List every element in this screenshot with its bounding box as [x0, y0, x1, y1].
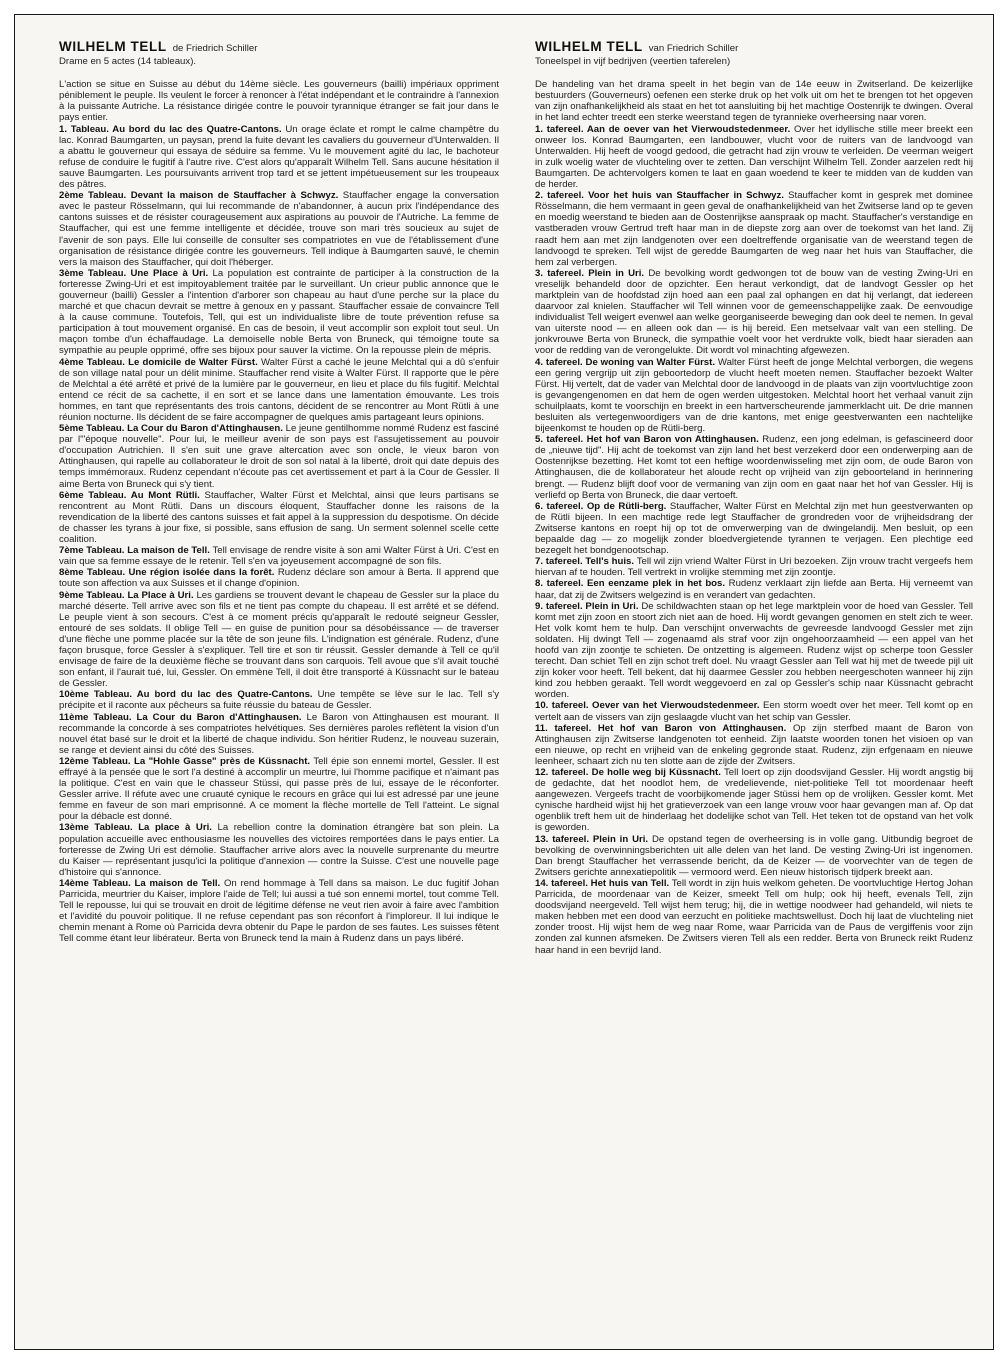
french-section-text: La rebellion contre la domination étrangère bat son plein. La population accueille avec enthousiasme les nouvelles des victoires remportées dans le pays entier. La forteresse de Zwing Uri est démolie. Stauffacher arrive alors avec la nouvelle surprenante du meurtre du Kaiser — représentant jusqu'ici la politique d'annexion — contre la Suisse. C'est une nouvelle page d'histoire qui s'annonce.	[59, 822, 499, 878]
dutch-section	[535, 578, 973, 600]
dutch-section	[535, 268, 973, 357]
dutch-section-heading: 2. tafereel. Voor het huis van Stauffacher in Schwyz.	[535, 190, 784, 202]
french-subtitle: Drame en 5 actes (14 tableaux).	[59, 56, 197, 68]
dutch-intro: De handeling van het drama speelt in het begin van de 14e eeuw in Zwitserland. De keizerlijke bestuurders (Gouverneurs) oefenen een sterke druk op het volk uit om het te brengen tot het opgeven van zijn onafhankelijkheid als staat en het tot aansluiting bij het machtige Oostenrijk te dwingen. Overal in het land echter treedt een sterke weerstand tegen de tyrannieke overheersing naar voren.	[535, 79, 973, 124]
french-section-text: La population est contrainte de participer à la construction de la forteresse Zwing-Uri et est impitoyablement traitée par le surveillant. Un crieur public annonce que le gouverneur (bailli) Gessler a l'intention d'arborer son chapeau au haut d'une perche sur la place du marché et que chacun devrait se mettre à genoux en y passant. Stauffacher essaie de convaincre Tell à la cause commune. Toutefois, Tell, qui est un individualiste libre de toute prévention refuse sa participation à tout mouvement organisé. En cas de besoin, il veut accomplir son exploit tout seul. Un maçon tombe d'un échaffaudage. La demoiselle noble Berta von Bruneck, qui témoigne toute sa sympathie au peuple opprimé, offre ses bijoux pour sauver la victime. On la repousse plein de mépris.	[59, 267, 499, 357]
dutch-section	[535, 767, 973, 834]
french-section-heading: 6ème Tableau. Au Mont Rütli.	[59, 489, 200, 501]
french-section	[59, 878, 499, 945]
dutch-section	[535, 556, 973, 578]
french-section	[59, 756, 499, 823]
french-section-heading: 11ème Tableau. La Cour du Baron d'Attinghausen.	[59, 711, 302, 723]
french-section-text: Un orage éclate et rompt le calme champêtre du lac. Konrad Baumgarten, un paysan, prend la fuite devant les cavaliers du gouverneur d'Unterwalden. Il a abattu le gouverneur qui essaya de séduire sa femme. Vu le mouvement agité du lac, le bachoteur refuse de conduire le fugitif à l'autre rive. C'est alors qu'apparaît Wilhelm Tell. Sans aucune hésitation il sauve Baumgarten. Les poursuivants arrivent trop tard et se jettent impétueusement sur les troupeaux des pâtres.	[59, 123, 500, 191]
french-section-heading: 9ème Tableau. La Place à Uri.	[59, 589, 194, 601]
french-author: de Friedrich Schiller	[172, 43, 258, 54]
dutch-section-text: De schildwachten staan op het lege marktplein voor de hoed van Gessler. Tell komt met zijn zoon en stoort zich niet aan de hoed. Hij wordt gevangen genomen en stelt zich te weer. Het volk komt hem te hulp. Dan verschijnt onverwachts de gevreesde landvoogd Gessler met zijn soldaten. Hij dwingt Tell — zogenaamd als straf voor zijn ongehoorzaamheid — een appel van het hoofd van zijn zoontje te schieten. De ontzetting is algemeen. Rudenz wijst op scherpe toon Gessler terecht. Dan schiet Tell en zijn schot treft doel. Nu vraagt Gessler aan Tell wat hij met de tweede pijl uit zijn koker voor heeft. Tell bekent, dat hij daarmee Gessler zou hebben neergeschoten wanneer hij zijn kind zou hebben geraakt. Tell wordt weggevoerd en zal op Gessler's schip naar Küssnacht gebracht worden.	[535, 600, 974, 701]
dutch-section	[535, 190, 973, 268]
french-section	[59, 268, 499, 357]
french-section-text: Rudenz déclare son amour à Berta. Il apprend que toute son affection va aux Suisses et il change d'opinion.	[59, 567, 499, 590]
dutch-section	[535, 501, 973, 556]
french-section	[59, 423, 499, 490]
dutch-section-heading: 7. tafereel. Tell's huis.	[535, 556, 635, 568]
dutch-section-text: De opstand tegen de overheersing is in volle gang. Uitbundig begroet de bevolking de overwinningsberichten uit alle delen van het land. De vesting Zwing-Uri ist ingenomen. Dan brengt Stauffacher het verrassende bericht, da de Keizer — de voorvechter van de tegen de Zwitsers gerichte annexatiepolitik — vermoord werd. Een nieuw historisch tijdperk breekt aan.	[535, 833, 973, 878]
french-section	[59, 190, 499, 268]
french-section-text: Les gardiens se trouvent devant le chapeau de Gessler sur la place du marché déserte. Tell arrive avec son fils et ne tient pas compte du chapeau. Il est arrêté et se défend. Le peuple vient à son secours. C'est à ce moment précis qu'apparaît le redouté seigneur Gessler, entouré de ses soldats. Il oblige Tell — en guise de punition pour sa désobéissance — de traverser d'une flèche une pomme placée sur la tête de son jeune fils. L'indignation est générale. Rudenz, d'une façon brusque, force Gessler à s'expliquer. Tell tire et son tir réussit. Gessler demande à Tell ce qu'il envisage de faire de la deuxième flèche se trouvant dans son carquois. Tell avoue que s'il avait touché son enfant, il l'aurait tué, lui, Gessler. On emmène Tell, il doit être transporté à Küssnacht sur le bateau de Gessler.	[59, 589, 499, 690]
dutch-section	[535, 723, 973, 767]
french-intro: L'action se situe en Suisse au début du 14ème siècle. Les gouverneurs (bailli) impériaux oppriment péniblement le peuple. Ils veulent le forcer à renoncer à l'état indépendant et le contraindre à l'annexion à la puissante Autriche. La résistance dirigée contre le pouvoir tyrannique étranger se fait jour dans le pays entier.	[59, 79, 499, 124]
dutch-author: van Friedrich Schiller	[648, 43, 739, 54]
french-header	[59, 41, 499, 54]
french-section	[59, 567, 499, 589]
french-section-text: Stauffacher, Walter Fürst et Melchtal, ainsi que leurs partisans se rencontrent au Mont Rütli. Dans un discours éloquent, Stauffacher donne les raisons de la revendication de la liberté des cantons suisses et fait appel à la suppression du despotisme. On décide de chasser les tyrans à jour fixe, si possible, sans effusion de sang. Un serment solennel scelle cette coalition.	[59, 489, 500, 546]
dutch-section-text: Tell wordt in zijn huis welkom geheten. De voortvluchtige Hertog Johan Parricida, de moordenaar van de Keizer, smeekt Tell om hulp; ook hij heeft, evenals Tell, zijn doodsvijand neergeveld. Tell wijst hem terug; hij, die in wettige noodweer had gehandeld, wil niets te maken hebben met een dood van eerzucht en politieke machtswellust. Doch hij laat de vluchteling niet zonder troost. Hij wijst hem de weg naar Rome, waar Parricida van de Paus de vergiffenis voor zijn zonden zal kunnen afsmeken. De Zwitsers vieren Tell als een redder. Berta von Bruneck reikt Rudenz haar hand in een bevrijd land.	[535, 877, 973, 956]
dutch-section	[535, 700, 973, 722]
french-sections	[59, 124, 499, 945]
dutch-sections	[535, 124, 973, 956]
french-section	[59, 357, 499, 424]
dutch-section	[535, 434, 973, 501]
french-section	[59, 822, 499, 877]
french-section-text: Walter Fürst a caché le jeune Melchtal qui a dû s'enfuir de son village natal pour un délit minime. Stauffacher rend visite à Walter Fürst. Il rapporte que le père de Melchtal a été arrêté et privé de la lumière par le gouverneur, en lieu et place du fils fugitif. Melchtal entend ce récit de sa cachette, il en sort et se lance dans une lamentation émouvante. Les trois hommes, en tant que représentants des trois cantons, décident de se rencontrer au Mont Rütli à une réunion nocturne. Ils décident de se faire accompagner de quelques amis partageant leurs opinions.	[59, 356, 499, 423]
dutch-section-heading: 13. tafereel. Plein in Uri.	[535, 833, 649, 845]
dutch-title: WILHELM TELL	[535, 39, 643, 54]
dutch-section-heading: 9. tafereel. Plein in Uri.	[535, 600, 639, 612]
dutch-section-heading: 4. tafereel. De woning van Walter Fürst.	[535, 356, 715, 368]
dutch-section-heading: 12. tafereel. De holle weg bij Küssnacht.	[535, 767, 721, 778]
french-section-heading: 14ème Tableau. La maison de Tell.	[59, 877, 221, 889]
dutch-section-text: Een storm woedt over het meer. Tell komt op en vertelt aan de vissers van zijn geslaagde vlucht van het schip van Gessler.	[535, 700, 973, 723]
dutch-section	[535, 834, 973, 878]
dutch-section	[535, 878, 973, 956]
french-section-heading: 3ème Tableau. Une Place à Uri.	[59, 267, 209, 279]
french-section-text: On rend hommage à Tell dans sa maison. Le duc fugitif Johan Parricida, meurtrier du Kaiser, implore l'aide de Tell; lui aussi a tué son ennemi mortel, tout comme Tell. Tell le repousse, lui qui se trouvait en droit de légitime défense ne veut rien avoir à faire avec l'ambition et l'avidité du pouvoir politique. Il ne refuse cependant pas son réconfort à l'imploreur. Il lui indique le chemin menant à Rome où Parricida devra obtenir du Pape le pardon de ses fautes. Les suisses fêtent Tell comme étant leur libérateur. Berta von Bruneck tend la main à Rudenz dans un pays libéré.	[59, 877, 499, 945]
program-sheet	[14, 14, 994, 1350]
dutch-section-heading: 10. tafereel. Oever van het Vierwoudstedenmeer.	[535, 700, 760, 712]
french-section-heading: 8ème Tableau. Une région isolée dans la forêt.	[59, 567, 275, 579]
french-title: WILHELM TELL	[59, 39, 167, 54]
french-section-text: Tell épie son ennemi mortel, Gessler. Il est effrayé à la pensée que le sort l'a destiné à accomplir un meurtre, lui l'homme pacifique et n'aimant pas la politique. C'est en vain que le chasseur Stüssi, qui passe près de lui, essaye de le réconforter. Gessler arrive. Il réfute avec une cruauté cynique le recours en grâce qui lui est adressé par une jeune femme en faveur de son mari emprisonné. A ce moment la flèche mortelle de Tell l'atteint. Le signal pour la débacle est donné.	[59, 755, 499, 823]
dutch-section-text: Tell wil zijn vriend Walter Fürst in Uri bezoeken. Zijn vrouw tracht vergeefs hem hiervan af te houden. Tell vertrekt in vrolijke stemming met zijn zoontje.	[535, 556, 973, 579]
french-section	[59, 689, 499, 711]
french-section	[59, 490, 499, 545]
dutch-section	[535, 601, 973, 701]
french-section-text: Stauffacher engage la conversation avec le pasteur Rösselmann, qui lui recommande de n'abandonner, à aucun prix l'indépendance des cantons suisses et de résister courageusement aux aspirations au pouvoir de l'Autriche. La femme de Stauffacher, qui est une femme intelligente et décidée, trouve son mari très soucieux au sujet de l'avenir de son pays. Elle lui conseille de consulter ses compatriotes en vue de l'établissement d'une organisation de résistance dirigée contre les gouverneurs. Tell indique à Baumgarten sauvé, le chemin vers la maison des Stauffacher, qui doit l'héberger.	[59, 190, 499, 268]
french-section-text: Le Baron von Attinghausen est mourant. Il recommande la concorde à ses compatriotes helvétiques. Ses dernières paroles reflètent la vision d'un nouvel état basé sur le droit et la liberté de chaque individu. Son héritier Rudenz, le nouveau suzerain, se range et devient ainsi du côté des Suisses.	[59, 711, 499, 756]
french-section	[59, 124, 499, 191]
french-section-heading: 13ème Tableau. La place à Uri.	[59, 822, 212, 834]
dutch-section-text: Tell loert op zijn doodsvijand Gessler. Hij wordt angstig bij de gedachte, dat het noodlot hem, de vredelievende, niet-politieke Tell tot moordenaar heeft aangewezen. Vergeefs tracht de voorbijkomende jager Stüssi hem op de vrolijken. Gessler komt. Met cynische hardheid wijst hij het gratieverzoek van een lange vrouw voor haar gevangen man af. Op dat ogenblik treft hem uit de hinderlaag het dodelijke schot van Tell. Het teken tot de opstand van het volk is geworden.	[535, 767, 973, 834]
french-section-heading: 5ème Tableau. La Cour du Baron d'Attinghausen.	[59, 423, 283, 435]
french-section-heading: 4ème Tableau. Le domicile de Walter Fürst.	[59, 356, 258, 368]
dutch-section-text: De bevolking wordt gedwongen tot de bouw van de vesting Zwing-Uri en vreselijk behandeld door de opzichter. Een heraut verkondigt, dat de landvogt Gessler op het marktplein van de hoofdstad zijn hoed aan een paal zal ophangen en dat hij verlangt, dat iedereen daarvoor zal knielen. Stauffacher wil Tell winnen voor de gemeenschappelijke zaak. De eenvoudige individualist Tell weigert evenwel aan welke georganiseerde beweging dan ook deel te nemen. In geval van uiterste nood — en alleen ook dan — is hij bereid. Een metselvaar valt van een stelling. De jonkvrouwe Berta von Bruneck, die sympathie voelt voor het verdrukte volk, biedt haar sieraden aan voor de redding van de verongelukte. Dit wordt vol minachting afgewezen.	[535, 267, 974, 357]
french-section-heading: 7ème Tableau. La maison de Tell.	[59, 545, 210, 557]
french-section-text: Le jeune gentilhomme nommé Rudenz est fasciné par l'"époque nouvelle". Pour lui, le meilleur avenir de son pays est l'assujetissement au pouvoir d'occupation Autrichien. Il s'en suit une grave altercation avec son oncle, le vieux baron von Attinghausen, qui rapelle au collaborateur le droit de son sol natal à la liberté, droit qui date depuis des temps immémoraux. Rudenz cependant n'écoute pas cet avertissement et part à la Cour de Gessler. Il aime Berta von Bruneck qui s'y tient.	[59, 423, 499, 490]
dutch-section-text: Stauffacher, Walter Fürst en Melchtal zijn met hun geestverwanten op de Rütli bijeen. In een machtige rede legt Stauffacher de grondreden voor de vrijheidsdrang der Zwitserse kantons en roept hij op tot de omverwerping van de dwingelandij. Men besluit, op een bepaalde dag — zo mogelijk zonder bloedvergietende tyrannen te verjagen. Een plechtige eed bezegelt het bondgenootschap.	[535, 500, 973, 557]
french-section	[59, 712, 499, 756]
dutch-section-text: Walter Fürst heeft de jonge Melchtal verborgen, die wegens een gering vergrijp uit zijn geboortedorp de vlucht heeft moeten nemen. Stauffacher bezoekt Walter Fürst. Hij vertelt, dat de vader van Melchtal door de landvoogd in de plaats van zijn voortvluchtige zoon is gevangengenomen en dat hem de ogen werden uitgestoken. Melchtal hoort het verhaal vanuit zijn schuilplaats, komt te voorschijn en breekt in een hartverscheurende jammerklacht uit. De drie mannen besluiten als vertegenwoordigers van de drie kantons, met enige geestverwanten een nachtelijke bijeenkomst te houden op de Rütli-berg.	[535, 356, 973, 435]
french-section-heading: 12ème Tableau. La "Hohle Gasse" près de Küssnacht.	[59, 755, 311, 767]
dutch-section	[535, 124, 973, 191]
dutch-section-heading: 1. tafereel. Aan de oever van het Vierwoudstedenmeer.	[535, 123, 791, 135]
french-section-heading: 2ème Tableau. Devant la maison de Stauffacher à Schwyz.	[59, 190, 339, 202]
dutch-section	[535, 357, 973, 435]
french-section-text: Tell envisage de rendre visite à son ami Walter Fürst à Uri. C'est en vain que sa femme essaye de le retenir. Tell s'en va joyeusement accompagné de son fils.	[59, 545, 499, 568]
dutch-section-heading: 5. tafereel. Het hof van Baron von Attinghausen.	[535, 434, 759, 446]
french-section-heading: 1. Tableau. Au bord du lac des Quatre-Cantons.	[59, 123, 282, 135]
dutch-section-text: Over het idyllische stille meer breekt een onweer los. Konrad Baumgarten, een landbouwer, vlucht voor de ruiters van de landvoogd van Unterwalden. Hij heeft de voogd gedood, die getracht had zijn vrouw te verleiden. De veerman weigert in zulk woelig water de vluchteling over te zetten. Dan verschijnt Wilhelm Tell. Zonder aarzelen redt hij Baumgarten. De achtervolgers komen te laat en gaan woedend te keer te midden van de kudden van de herder.	[535, 123, 973, 191]
french-section	[59, 545, 499, 567]
dutch-section-heading: 11. tafereel. Het hof van Baron von Attinghausen.	[535, 722, 787, 734]
dutch-header	[535, 41, 973, 54]
dutch-section-text: Op zijn sterfbed maant de Baron von Attinghausen zijn Zwitserse landgenoten tot eenheid. Zijn laatste woorden tonen het visioen op van een nieuwe, op recht en vrijheid van de enkeling gegronde staat. Rudenz, zijn erfgenaam en nieuwe leenheer, schaart zich nu ten slotte aan de zijde der Zwitsers.	[535, 722, 974, 767]
french-section	[59, 590, 499, 690]
dutch-section-heading: 3. tafereel. Plein in Uri.	[535, 267, 645, 279]
french-section-heading: 10ème Tableau. Au bord du lac des Quatre-Cantons.	[59, 689, 313, 701]
dutch-section-text: Rudenz, een jong edelman, is gefascineerd door de „nieuwe tijd". Hij acht de toekomst van zijn land het best verzekerd door een onderwerping aan de Oostenrijkse bezetting. Het komt tot een heftige woordenwisseling met zijn oom, de oude Baron von Attinghausen, die de kollaborateur het aloude recht op vrijheid van zijn geboorteland in herinnering brengt. — Rudenz blijft doof voor de vermaning van zijn oom en gaat naar het hof van Gessler. Hij is verliefd op Berta von Bruneck, die daar vertoeft.	[535, 434, 973, 501]
french-column	[59, 41, 499, 945]
dutch-section-heading: 8. tafereel. Een eenzame plek in het bos.	[535, 578, 726, 590]
dutch-subtitle: Toneelspel in vijf bedrijven (veertien taferelen)	[535, 56, 731, 68]
dutch-section-heading: 6. tafereel. Op de Rütli-berg.	[535, 500, 667, 512]
french-section-text: Une tempête se lève sur le lac. Tell s'y précipite et il raconte aux pêcheurs sa fuite réussie du bateau de Gessler.	[59, 689, 499, 712]
dutch-section-text: Rudenz verklaart zijn liefde aan Berta. Hij verneemt van haar, dat zij de Zwitsers welgezind is en verandert van gedachten.	[535, 578, 974, 601]
dutch-section-heading: 14. tafereel. Het huis van Tell.	[535, 877, 670, 889]
dutch-column	[535, 41, 973, 956]
dutch-section-text: Stauffacher komt in gesprek met dominee Rösselmann, die hem vermaant in geen geval de onafhankelijkheid van het Zwitserse land op te geven en moedig weerstand te bieden aan de Oostenrijkse aanspraak op macht. Stauffacher's verstandige en vastberaden vrouw Gertrud treft haar man in de diepste zorg aan over de toekomst van het land. Zij raadt hem aan met zijn landgenoten over een doeltreffende organisatie van de weerstand tegen de landvoogd te spreken. Tell wijst de geredde Baumgarten de weg naar het huis van Stauffacher, die hem zal verbergen.	[535, 190, 973, 268]
